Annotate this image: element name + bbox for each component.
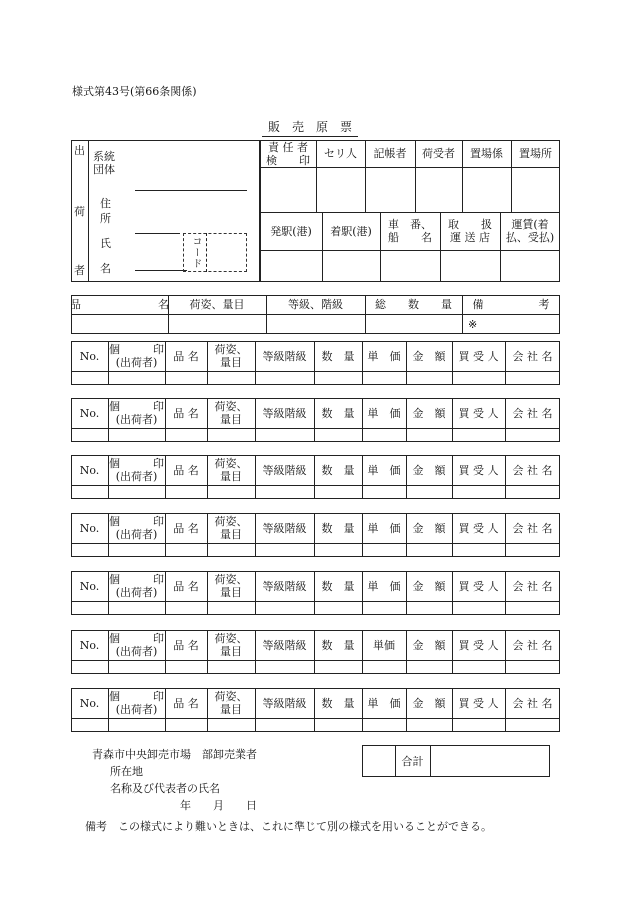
sale-entry-item-name[interactable] (166, 372, 206, 384)
representative-label: 名称及び代表者の氏名 (110, 782, 220, 795)
sale-header-item-name: 品 名 (173, 463, 199, 477)
sale-entry-company[interactable] (506, 719, 559, 731)
sale-entry-unit-price[interactable] (363, 719, 405, 731)
sale-entry-item-name[interactable] (166, 661, 206, 673)
sale-entry-item-name[interactable] (166, 602, 206, 614)
sale-entry-unit-price[interactable] (363, 372, 405, 384)
sale-header-unit-price: 単 価 (367, 521, 401, 535)
sale-entry-amount[interactable] (407, 486, 451, 498)
sale-header-amount: 金 額 (412, 696, 446, 710)
sale-entry-no[interactable] (72, 661, 107, 673)
sale-entry-packing[interactable] (208, 486, 254, 498)
sale-header-quantity: 数 量 (321, 638, 355, 652)
sale-entry-company[interactable] (506, 429, 559, 441)
sale-entry-amount[interactable] (407, 429, 451, 441)
sale-header-buyer: 買 受 人 (458, 638, 499, 652)
sale-header-grade: 等級階級 (262, 696, 307, 710)
sale-entry-seal[interactable] (109, 372, 164, 384)
header-fare: 運賃(着 払、受払) (505, 218, 555, 244)
header-yard-staff: 置場係 (470, 147, 503, 160)
sale-entry-amount[interactable] (407, 544, 451, 556)
header-arrival: 着駅(港) (330, 224, 372, 238)
sale-header-amount: 金 額 (412, 638, 446, 652)
sale-header-quantity: 数 量 (321, 579, 355, 593)
name-char-1: 氏 (100, 237, 111, 250)
sale-header-item-name: 品 名 (173, 406, 199, 420)
sale-header-buyer: 買 受 人 (458, 579, 499, 593)
sale-entry-no[interactable] (72, 544, 107, 556)
address-line (135, 233, 180, 234)
sale-header-grade: 等級階級 (262, 349, 307, 363)
sale-header-buyer: 買 受 人 (458, 406, 499, 420)
sale-entry-quantity[interactable] (315, 544, 361, 556)
sale-header-no: No. (79, 463, 100, 477)
total-value-field[interactable] (431, 746, 549, 776)
header-responsible: 責 任 者 検 印 (266, 140, 310, 167)
sale-entry-unit-price[interactable] (363, 661, 405, 673)
sale-header-grade: 等級階級 (262, 521, 307, 535)
sale-entry-grade[interactable] (256, 661, 313, 673)
sale-entry-grade[interactable] (256, 602, 313, 614)
sale-header-grade: 等級階級 (262, 638, 307, 652)
sale-entry-no[interactable] (72, 372, 107, 384)
sale-header-packing: 荷姿、 量目 (214, 632, 248, 658)
sale-entry-packing[interactable] (208, 661, 254, 673)
remark-mark: ※ (468, 318, 478, 331)
sale-entry-amount[interactable] (407, 719, 451, 731)
sale-header-item-name: 品 名 (173, 638, 199, 652)
sale-header-quantity: 数 量 (321, 406, 355, 420)
sale-header-seal: 個 印 (出荷者) (109, 573, 164, 599)
sale-entry-grade[interactable] (256, 719, 313, 731)
sale-entry-company[interactable] (506, 372, 559, 384)
sale-header-seal: 個 印 (出荷者) (109, 632, 164, 658)
sale-header-packing: 荷姿、 量目 (214, 457, 248, 483)
sale-entry-company[interactable] (506, 602, 559, 614)
sale-header-quantity: 数 量 (321, 349, 355, 363)
sale-entry-company[interactable] (506, 661, 559, 673)
sale-entry-seal[interactable] (109, 544, 164, 556)
sale-entry-no[interactable] (72, 602, 107, 614)
sale-entry-buyer[interactable] (453, 372, 504, 384)
sale-header-packing: 荷姿、 量目 (214, 573, 248, 599)
shipper-char-1: 出 (74, 144, 85, 157)
header-auctioneer: セリ人 (324, 147, 357, 160)
sale-entry-grade[interactable] (256, 486, 313, 498)
sale-header-unit-price: 単 価 (367, 349, 401, 363)
sale-header-no: No. (79, 696, 100, 710)
item-header-packing: 荷姿、量目 (189, 298, 245, 311)
sale-entry-quantity[interactable] (315, 429, 361, 441)
sale-entry-buyer[interactable] (453, 602, 504, 614)
sale-header-company: 会 社 名 (512, 696, 553, 710)
sale-header-grade: 等級階級 (262, 406, 307, 420)
sale-header-quantity: 数 量 (321, 521, 355, 535)
header-yard: 置場所 (519, 147, 552, 160)
sale-entry-buyer[interactable] (453, 429, 504, 441)
sale-entry-buyer[interactable] (453, 486, 504, 498)
sale-header-packing: 荷姿、 量目 (214, 343, 248, 369)
header-carrier: 取 扱 運 送 店 (448, 218, 492, 244)
sale-entry-packing[interactable] (208, 719, 254, 731)
sale-entry-company[interactable] (506, 486, 559, 498)
sale-header-quantity: 数 量 (321, 463, 355, 477)
sale-header-amount: 金 額 (412, 349, 446, 363)
sale-header-buyer: 買 受 人 (458, 696, 499, 710)
sale-header-item-name: 品 名 (173, 696, 199, 710)
sale-header-quantity: 数 量 (321, 696, 355, 710)
sale-entry-grade[interactable] (256, 429, 313, 441)
sale-header-amount: 金 額 (412, 463, 446, 477)
name-char-2: 名 (100, 262, 111, 275)
sale-entry-item-name[interactable] (166, 429, 206, 441)
sale-header-unit-price: 単 価 (367, 696, 401, 710)
sale-entry-no[interactable] (72, 486, 107, 498)
sale-header-no: No. (79, 638, 100, 652)
sale-entry-amount[interactable] (407, 661, 451, 673)
header-bookkeeper: 記帳者 (373, 147, 407, 160)
sale-header-unit-price: 単価 (373, 638, 395, 652)
sale-header-grade: 等級階級 (262, 463, 307, 477)
sale-header-seal: 個 印 (出荷者) (109, 457, 164, 483)
sale-header-packing: 荷姿、 量目 (214, 515, 248, 541)
sale-header-no: No. (79, 349, 100, 363)
sale-header-company: 会 社 名 (512, 521, 553, 535)
shipper-char-3: 者 (74, 264, 85, 277)
sale-header-unit-price: 単 価 (367, 579, 401, 593)
sale-entry-seal[interactable] (109, 661, 164, 673)
sale-header-buyer: 買 受 人 (458, 521, 499, 535)
sale-entry-buyer[interactable] (453, 661, 504, 673)
sale-entry-unit-price[interactable] (363, 544, 405, 556)
sale-entry-quantity[interactable] (315, 661, 361, 673)
sale-entry-item-name[interactable] (166, 486, 206, 498)
sale-header-item-name: 品 名 (173, 349, 199, 363)
sale-header-grade: 等級階級 (262, 579, 307, 593)
sale-header-unit-price: 単 価 (367, 406, 401, 420)
sale-entry-quantity[interactable] (315, 602, 361, 614)
item-header-remarks: 備 考 (472, 298, 550, 311)
sale-entry-grade[interactable] (256, 372, 313, 384)
sale-header-seal: 個 印 (出荷者) (109, 515, 164, 541)
sale-entry-packing[interactable] (208, 372, 254, 384)
sale-header-item-name: 品 名 (173, 521, 199, 535)
sale-header-company: 会 社 名 (512, 638, 553, 652)
sale-header-item-name: 品 名 (173, 579, 199, 593)
sale-entry-grade[interactable] (256, 544, 313, 556)
sale-entry-packing[interactable] (208, 544, 254, 556)
sale-entry-seal[interactable] (109, 719, 164, 731)
sale-entry-unit-price[interactable] (363, 602, 405, 614)
sale-entry-amount[interactable] (407, 372, 451, 384)
market-name: 青森市中央卸売市場 部卸売業者 (92, 748, 257, 761)
header-receiver: 荷受者 (422, 147, 455, 160)
title-underline (262, 136, 358, 137)
sale-header-company: 会 社 名 (512, 349, 553, 363)
footnote: 備考 この様式により難いときは、これに準じて別の様式を用いることができる。 (85, 820, 492, 833)
sale-entry-seal[interactable] (109, 486, 164, 498)
sale-entry-company[interactable] (506, 544, 559, 556)
sale-entry-no[interactable] (72, 719, 107, 731)
sale-header-packing: 荷姿、 量目 (214, 690, 248, 716)
sale-entry-buyer[interactable] (453, 544, 504, 556)
sale-header-seal: 個 印 (出荷者) (109, 690, 164, 716)
total-label: 合計 (401, 754, 424, 768)
sale-header-buyer: 買 受 人 (458, 463, 499, 477)
sale-entry-quantity[interactable] (315, 372, 361, 384)
sale-header-company: 会 社 名 (512, 406, 553, 420)
sale-entry-seal[interactable] (109, 429, 164, 441)
code-label: コード (190, 236, 201, 269)
system-group-line (135, 190, 247, 191)
sale-entry-quantity[interactable] (315, 719, 361, 731)
sale-entry-unit-price[interactable] (363, 486, 405, 498)
header-vehicle: 車 番、 船 名 (388, 218, 432, 244)
shipper-char-2: 荷 (74, 205, 85, 218)
sale-header-company: 会 社 名 (512, 579, 553, 593)
sale-entry-quantity[interactable] (315, 486, 361, 498)
item-header-name: 品 名 (70, 298, 169, 311)
header-departure: 発駅(港) (270, 224, 312, 238)
sale-entry-item-name[interactable] (166, 544, 206, 556)
sale-header-buyer: 買 受 人 (458, 349, 499, 363)
form-id: 様式第43号(第66条関係) (72, 85, 197, 98)
sale-header-seal: 個 印 (出荷者) (109, 343, 164, 369)
item-header-quantity: 総 数 量 (375, 298, 452, 311)
sale-entry-no[interactable] (72, 429, 107, 441)
location-label: 所在地 (110, 765, 143, 778)
sale-header-unit-price: 単 価 (367, 463, 401, 477)
sale-header-no: No. (79, 521, 100, 535)
sale-header-company: 会 社 名 (512, 463, 553, 477)
sale-header-packing: 荷姿、 量目 (214, 400, 248, 426)
sale-entry-packing[interactable] (208, 429, 254, 441)
page-title: 販 売 原 票 (268, 120, 353, 134)
sale-header-no: No. (79, 406, 100, 420)
sale-entry-unit-price[interactable] (363, 429, 405, 441)
sale-header-amount: 金 額 (412, 521, 446, 535)
name-line (135, 270, 187, 271)
sale-header-seal: 個 印 (出荷者) (109, 400, 164, 426)
date-label: 年 月 日 (180, 799, 257, 812)
sale-header-no: No. (79, 579, 100, 593)
item-header-grade: 等級、階級 (288, 298, 343, 311)
sale-entry-buyer[interactable] (453, 719, 504, 731)
sale-header-amount: 金 額 (412, 579, 446, 593)
address-label: 住 所 (100, 197, 111, 225)
sale-entry-packing[interactable] (208, 602, 254, 614)
sale-entry-amount[interactable] (407, 602, 451, 614)
sale-header-amount: 金 額 (412, 406, 446, 420)
sale-entry-seal[interactable] (109, 602, 164, 614)
system-group-label: 系統 団体 (93, 150, 115, 176)
sale-entry-item-name[interactable] (166, 719, 206, 731)
